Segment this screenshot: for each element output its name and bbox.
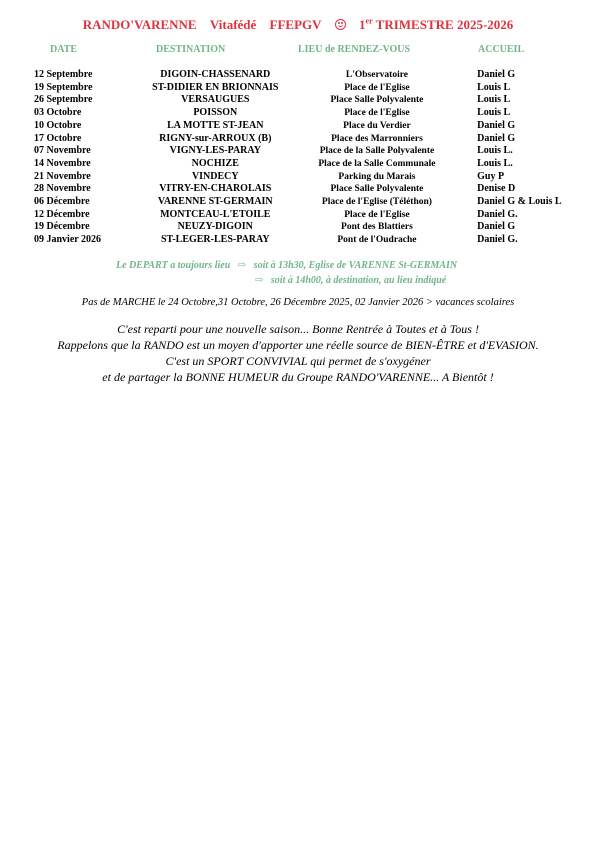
schedule-accueil: Daniel G & Louis L (477, 196, 562, 208)
schedule-destination: ST-DIDIER EN BRIONNAIS (152, 81, 279, 93)
schedule-accueil: Daniel G. (477, 208, 518, 220)
schedule-destination: VARENNE ST-GERMAIN (157, 196, 273, 208)
schedule-lieu: Place Salle Polyvalente (330, 184, 424, 195)
message-line: C'est un SPORT CONVIVIAL qui permet de s'oxygéner (165, 354, 431, 368)
schedule-date: 03 Octobre (34, 107, 82, 119)
schedule-destination: LA MOTTE ST-JEAN (167, 119, 264, 131)
schedule-accueil: Denise D (477, 183, 516, 195)
page-title (0, 17, 596, 33)
schedule-date: 14 Novembre (34, 157, 91, 169)
schedule-lieu: Place Salle Polyvalente (330, 95, 424, 106)
table-row (34, 209, 596, 222)
schedule-date: 26 Septembre (34, 94, 93, 106)
table-row (34, 69, 596, 82)
trimestre: 1er TRIMESTRE 2025-2026 (359, 17, 514, 33)
header-date: DATE (50, 44, 78, 55)
table-row (34, 94, 596, 107)
no-walk-notice: Pas de MARCHE le 24 Octobre,31 Octobre, 26 Décembre 2025, 02 Janvier 2026 > vacances scolaires (81, 297, 515, 308)
table-row (34, 120, 596, 133)
schedule-destination: DIGOIN-CHASSENARD (160, 69, 271, 80)
schedule-date: 28 Novembre (34, 183, 91, 195)
schedule-lieu: Place de l'Eglise (344, 82, 410, 93)
schedule-accueil: Daniel G (477, 119, 516, 131)
schedule-destination: NOCHIZE (191, 157, 239, 169)
depart-line-2: ⇨ soit à 14h00, à destination, au lieu indiqué (255, 275, 447, 286)
schedule-date: 06 Décembre (34, 196, 90, 208)
table-row (34, 171, 596, 184)
schedule-destination: ST-LEGER-LES-PARAY (161, 234, 270, 246)
schedule-destination: POISSON (193, 107, 238, 119)
schedule-accueil: Daniel G (477, 221, 516, 233)
header-lieu: LIEU de RENDEZ-VOUS (298, 44, 411, 55)
table-row (34, 234, 596, 247)
depart-info (116, 258, 457, 288)
header-accueil: ACCUEIL (478, 44, 525, 55)
schedule-accueil: Louis L (477, 94, 511, 106)
arrow-right-icon: ⇨ (255, 275, 264, 286)
table-row (34, 82, 596, 95)
arrow-right-icon: ⇨ (237, 260, 247, 271)
club-name: RANDO'VARENNE (82, 17, 197, 33)
schedule-date: 12 Septembre (34, 69, 93, 80)
schedule-lieu: Pont des Blattiers (341, 222, 413, 233)
schedule-table (34, 69, 596, 247)
schedule-date: 17 Octobre (34, 132, 82, 144)
schedule-date: 19 Décembre (34, 221, 90, 233)
schedule-accueil: Daniel G (477, 132, 516, 144)
schedule-lieu: Pont de l'Oudrache (337, 235, 417, 246)
schedule-date: 19 Septembre (34, 81, 93, 93)
schedule-destination: RIGNY-sur-ARROUX (B) (159, 132, 272, 144)
welcome-message (0, 321, 596, 385)
schedule-lieu: Place de l'Eglise (Téléthon) (321, 197, 432, 208)
schedule-destination: VIGNY-LES-PARAY (169, 145, 261, 157)
schedule-date: 09 Janvier 2026 (34, 234, 102, 246)
schedule-accueil: Louis L (477, 107, 511, 119)
schedule-accueil: Louis L. (477, 145, 513, 157)
schedule-date: 07 Novembre (34, 145, 91, 157)
schedule-date: 10 Octobre (34, 119, 82, 131)
schedule-destination: VITRY-EN-CHAROLAIS (159, 183, 272, 195)
assoc-name: Vitafédé (209, 17, 257, 33)
message-line: et de partager la BONNE HUMEUR du Groupe RANDO'VARENNE... A Bientôt ! (102, 370, 494, 384)
schedule-lieu: Place de la Salle Polyvalente (319, 146, 435, 157)
schedule-destination: VERSAUGUES (181, 94, 250, 106)
table-row (34, 158, 596, 171)
schedule-lieu: Place du Verdier (343, 120, 411, 131)
message-line: C'est reparti pour une nouvelle saison... Bonne Rentrée à Toutes et à Tous ! (117, 322, 479, 336)
depart-line-1: Le DEPART a toujours lieu ⇨ soit à 13h30, Eglise de VARENNE St-GERMAIN (116, 260, 458, 271)
table-row (34, 183, 596, 196)
smiley-icon (335, 19, 346, 30)
schedule-lieu: Place de l'Eglise (344, 209, 410, 220)
table-row (34, 107, 596, 120)
schedule-destination: MONTCEAU-L'ETOILE (160, 208, 271, 220)
column-headers (0, 44, 596, 58)
federation-name: FFEPGV (269, 17, 322, 33)
schedule-accueil: Guy P (477, 170, 505, 182)
schedule-date: 12 Décembre (34, 208, 90, 220)
schedule-destination: NEUZY-DIGOIN (177, 221, 253, 233)
table-row (34, 145, 596, 158)
schedule-lieu: Place des Marronniers (331, 133, 423, 144)
schedule-date: 21 Novembre (34, 170, 91, 182)
schedule-destination: VINDECY (191, 170, 239, 182)
header-destination: DESTINATION (156, 44, 226, 55)
message-line: Rappelons que la RANDO est un moyen d'apporter une réelle source de BIEN-ÊTRE et d'EVASION. (57, 338, 539, 352)
schedule-accueil: Louis L (477, 81, 511, 93)
schedule-accueil: Louis L. (477, 157, 513, 169)
schedule-lieu: Place de l'Eglise (344, 108, 410, 119)
schedule-lieu: Parking du Marais (338, 171, 416, 182)
table-row (34, 133, 596, 146)
schedule-accueil: Daniel G (477, 69, 516, 80)
schedule-lieu: L'Observatoire (345, 70, 408, 80)
table-row (34, 221, 596, 234)
schedule-accueil: Daniel G. (477, 234, 518, 246)
table-row (34, 196, 596, 209)
schedule-lieu: Place de la Salle Communale (318, 158, 436, 169)
